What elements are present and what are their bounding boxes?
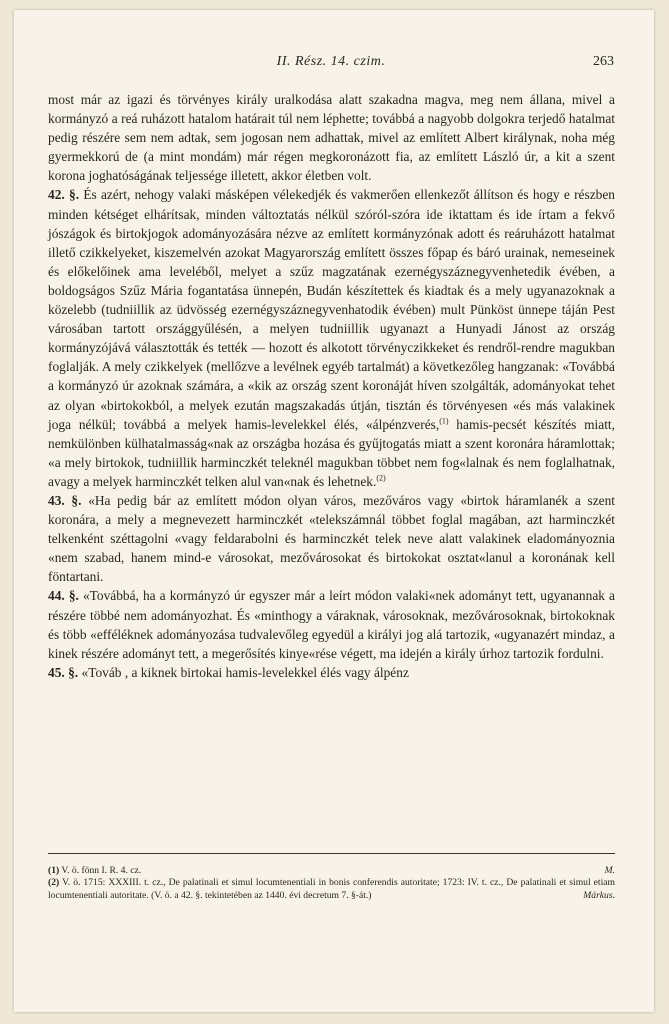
body-text [48,90,615,682]
footnote-1-signature: M. [604,865,615,876]
running-head: II. Rész. 14. czim. [276,54,386,69]
intro-paragraph-text: most már az igazi és törvényes király uralkodása alatt szakadna magva, meg nem állana, mivel a kormányzó a reá ruházott hatalom határait túl nem léphette; továbbá a nagyobb dolgokra terjedő hatalmat pedig részére sem nem adtak, sem jogosan nem adhattak, mivel az említett Albert királynak, noha még gyermekkorú de (a mint mondám) már régen megkoronázott fia, az említett László úr, a kit a szent korona joghatóságának teljessége illetett, akkor életben volt. [48,92,615,184]
footnote-1 [48,865,615,877]
footnote-ref-1: (1) [439,416,449,426]
section-45-text: «Továb , a kiknek birtokai hamis-levelekkel élés vagy álpénz [81,664,409,680]
section-43-paragraph [48,491,615,586]
footnote-2 [48,877,615,902]
section-45-paragraph [48,663,615,682]
footnote-2-signature: Márkus. [583,889,615,901]
section-44-text: «Továbbá, ha a kormányzó úr egyszer már a leírt módon valaki«nek adományt tett, ugyanannak a részére többé nem adományozhat. És «minthogy a váraknak, városoknak, mezővárosoknak, birtokoknak és több «efféléknek adományozása tudvalevőleg egyedül a királyi jog alá tartozik, «ugyanazért mindaz, a kinek részére adományt tett, a megerősítés kinye«rése végett, ma idején a király úrhoz tartozik fordulni. [48,588,615,661]
page-header [48,54,614,74]
intro-paragraph [48,90,615,185]
footnote-2-number: (2) [48,877,60,889]
footnote-1-number: (1) [48,865,60,876]
section-42-paragraph [48,185,615,491]
page-number: 263 [593,54,614,69]
section-44-paragraph [48,586,615,662]
section-42-text-part-2: hamis-pecsét készítés miatt, nemkülönben külhatalmasság«nak az országba hozása és gyűjtogatás miatt a szent koronára háramlottak; «a mely birtokok, tudniillik harminczkét teleknél magukban többet nem fog«lalnak és nem foglalhatnak, avagy a melyek harminczkét telken alul van«nak és lehetnek. [48,416,615,489]
section-42-number: 42. §. [48,187,80,203]
section-43-number: 43. §. [48,492,82,508]
section-42-text-part-1: És azért, nehogy valaki másképen vélekedjék és vakmerően ellenkezőt állítson és hogy e részben minden kétséget elhárítsak, minden változtatás nélkül szóról-szóra ide iktattam és ide írtam a fekvő jószágok és birtokjogok adományozására nézve az említett kormányzónak adott és reáruházott hatalmat illető czikkelyeket, kiszemelvén azokat Magyarország említett összes főpap és báró urainak, nemeseinek és előkelőinek ama leveléből, melyet a szűz magzatának ezernégyszáznegyvenhetedik évében, a boldogságos Szűz Mária fogantatása ünnepén, Budán készítettek és kiadtak és a mely ugyanazoknak a közelebb (tudniillik az üdvösség ezernégyszáznegyvenhatodik évében) mult Pünköst ünnepe táján Pest városában tartott országgyűlésén, a melyen tudniillik ugyanazt a Hunyadi Jánost az ország kormányzójává választották és tették — hozott és alkotott törvényczikkeket és rendről-rendre magukban foglalják. A mely czikkelyek (mellőzve a levélnek egyéb tartalmát) a következőleg hangzanak: «Továbbá a kormányzó úr azoknak számára, a «kik az ország szent koronáját híven szolgálták, adományokat tehet az olyan «birtokokból, a melyek ezután magszakadás útján, tisztán és törvényesen «és más valakinek joga nélkül; továbbá a melyek hamis-levelekkel élés, «álpénzverés, [48,187,615,432]
footnote-2-text: V. ö. 1715: XXXIII. t. cz., De palatinali et simul locumtenentiali in bonis conferendis autoritate; 1723: IV. t. cz., De palatinali et simul etiam locumtenentiali autoritate. (V. ö. a 42. §. tekintetében az 1440. évi decretum 7. §-át.) [48,877,615,901]
footnote-1-text: V. ö. fönn I. R. 4. cz. [61,865,142,876]
section-45-number: 45. §. [48,664,79,680]
footnote-ref-2: (2) [376,473,386,483]
footnote-divider [48,853,615,854]
footnotes [48,865,615,902]
book-page [14,10,654,1012]
section-43-text: «Ha pedig bár az említett módon olyan város, mezőváros vagy «birtok háramlanék a szent koronára, a mely a megnevezett harminczkét «telekszámnál többet foglal magában, azt harminczkét telkenként széttagolni «vagy feldarabolni és harminczkét telek neve alatt valakinek eladományoznia «nem szabad, hanem mind-e városokat, mezővárosokat és birtokokat osztat«lanul a koronának kell föntartani. [48,492,616,585]
section-44-number: 44. §. [48,588,79,604]
